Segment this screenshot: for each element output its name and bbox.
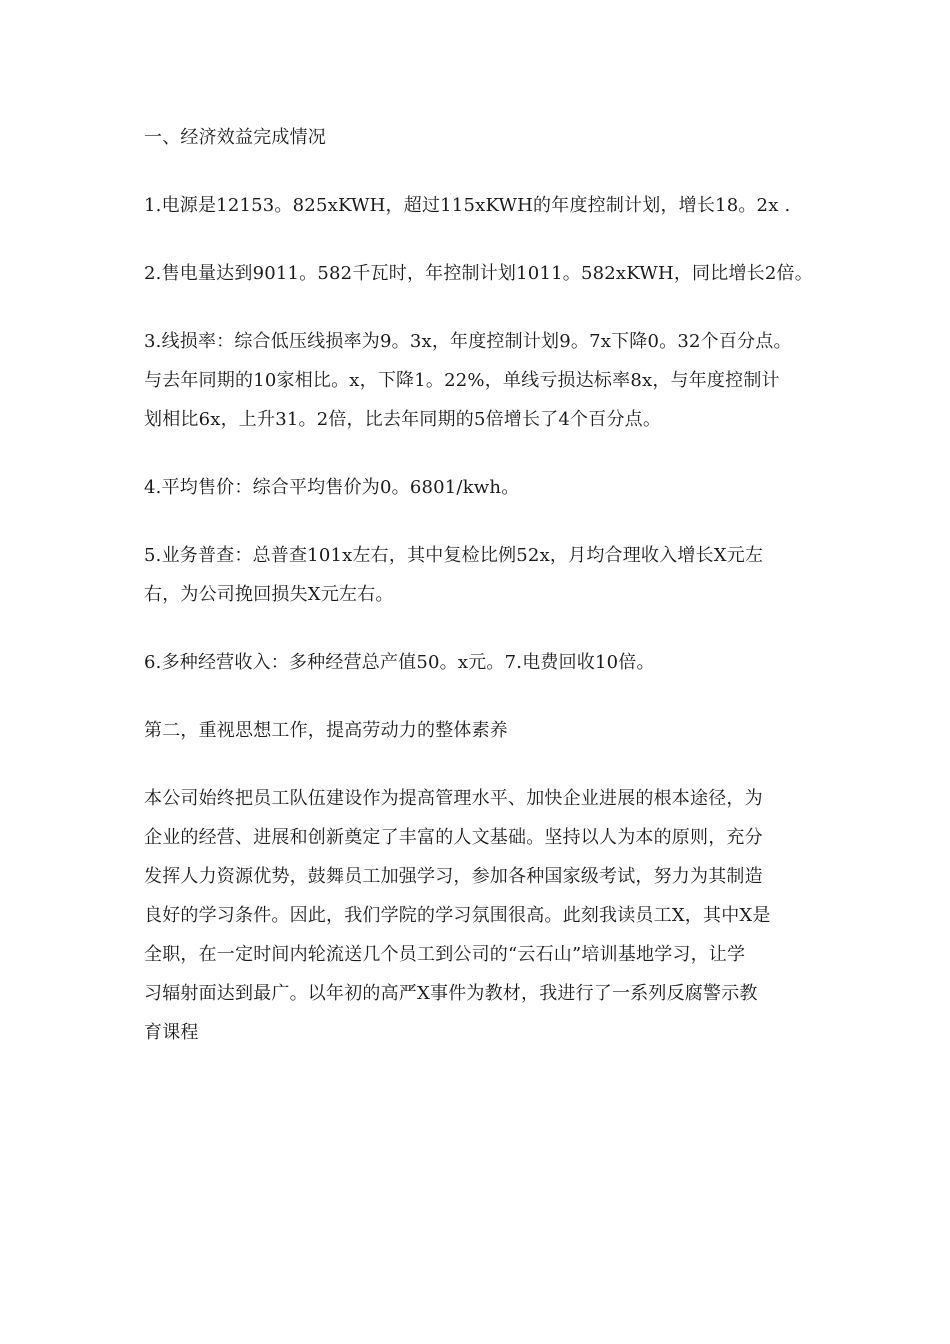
item-5-line: 右，为公司挽回损失X元左右。 — [144, 584, 394, 605]
item-5 — [144, 536, 816, 614]
body-line: 习辐射面达到最广。以年初的高严X事件为教材，我进行了一系列反腐警示教 — [144, 983, 758, 1004]
item-6: 6.多种经营收入：多种经营总产值50。x元。7.电费回收10倍。 — [144, 652, 655, 673]
body-line: 育课程 — [144, 1022, 199, 1043]
item-5-line: 5.业务普查：总普查101x左右，其中复检比例52x，月均合理收入增长X元左 — [144, 545, 764, 566]
body-line: 企业的经营、进展和创新奠定了丰富的人文基础。坚持以人为本的原则，充分 — [144, 827, 763, 848]
item-3-line: 与去年同期的10家相比。x，下降1。22%，单线亏损达标率8x，与年度控制计 — [144, 370, 780, 391]
item-3 — [144, 322, 816, 439]
body-paragraph — [144, 779, 816, 1052]
body-line: 发挥人力资源优势，鼓舞员工加强学习，参加各种国家级考试，努力为其制造 — [144, 866, 763, 887]
item-3-line: 3.线损率：综合低压线损率为9。3x，年度控制计划9。7x下降0。32个百分点。 — [144, 331, 792, 352]
body-line: 本公司始终把员工队伍建设作为提高管理水平、加快企业进展的根本途径，为 — [144, 788, 763, 809]
item-3-line: 划相比6x，上升31。2倍，比去年同期的5倍增长了4个百分点。 — [144, 409, 662, 430]
section2-heading: 第二，重视思想工作，提高劳动力的整体素养 — [144, 720, 508, 741]
section1-heading: 一、经济效益完成情况 — [144, 127, 326, 148]
item-4: 4.平均售价：综合平均售价为0。6801/kwh。 — [144, 477, 520, 498]
body-line: 良好的学习条件。因此，我们学院的学习氛围很高。此刻我读员工X，其中X是 — [144, 905, 771, 926]
body-line: 全职，在一定时间内轮流送几个员工到公司的“云石山”培训基地学习，让学 — [144, 944, 746, 965]
item-2: 2.售电量达到9011。582千瓦时，年控制计划1011。582xKWH，同比增长2倍。 — [144, 263, 813, 284]
item-1: 1.电源是12153。825xKWH，超过115xKWH的年度控制计划，增长18。2x . — [144, 195, 791, 216]
document-page — [144, 118, 816, 1052]
